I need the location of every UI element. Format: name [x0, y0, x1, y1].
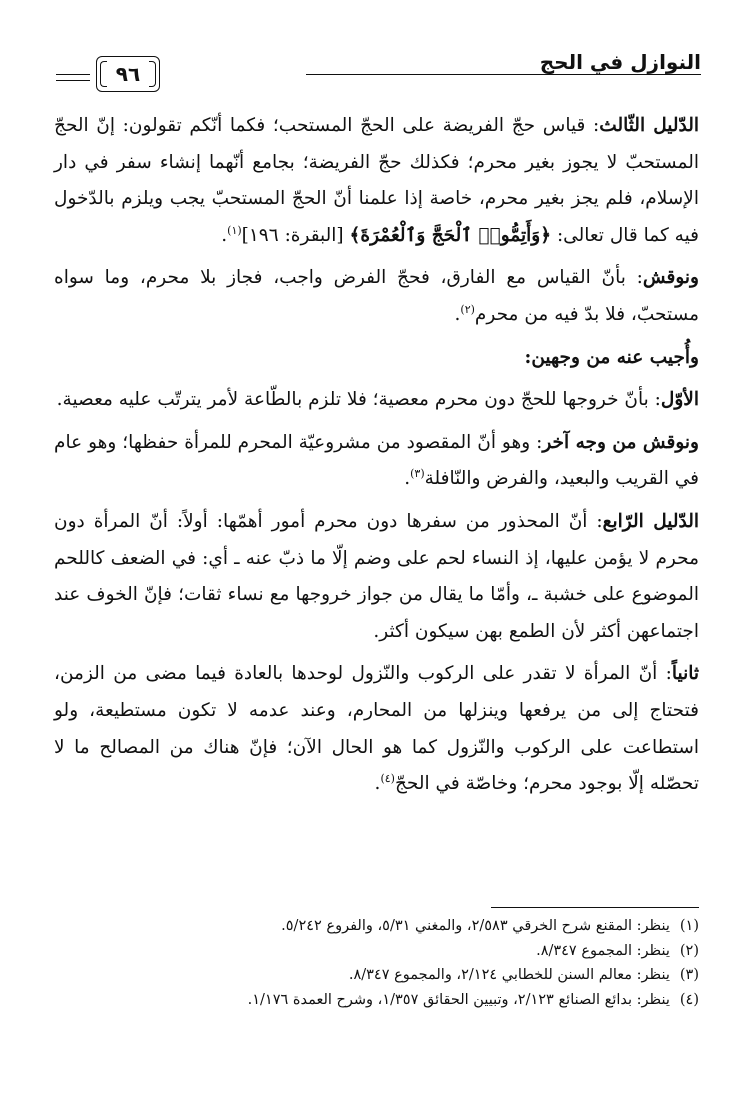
page-header	[56, 44, 701, 88]
footnote-number: (٣)	[679, 967, 699, 983]
paragraph-objection-other	[54, 425, 699, 498]
paragraph-label: ونوقش من وجه آخر	[542, 431, 699, 453]
paragraph-first-reply	[54, 382, 699, 419]
paragraph-text: : بأنّ القياس مع الفارق، فحجّ الفرض واجب، فجاز بلا محرم، وما سواه مستحبّ، فلا بدّ فيه من محرم	[54, 267, 699, 325]
paragraph-end: .	[374, 773, 381, 795]
quran-citation: [البقرة: ١٩٦]	[241, 224, 350, 246]
paragraph-second-point	[54, 656, 699, 802]
footnote-text: ينظر: معالم السنن للخطابي ٢/١٢٤، والمجموع ٨/٣٤٧.	[348, 967, 670, 983]
header-rule-left-lower	[56, 80, 90, 81]
footnote-number: (١)	[679, 918, 699, 934]
paragraph-third-evidence	[54, 108, 699, 254]
footnote-text: ينظر: المقنع شرح الخرقي ٢/٥٨٣، والمغني ٥/٣١، والفروع ٥/٢٤٢.	[281, 918, 670, 934]
footnote-ref[interactable]: (٤)	[380, 771, 395, 785]
footnote-ref[interactable]: (٣)	[410, 467, 425, 481]
paragraph-end: .	[454, 303, 461, 325]
footnote-2	[54, 939, 699, 964]
page-number: ٩٦	[115, 62, 141, 86]
footnote-text: ينظر: بدائع الصنائع ٢/١٢٣، وتبيين الحقائق ١/٣٥٧، وشرح العمدة ١/١٧٦.	[247, 991, 670, 1008]
paragraph-end: .	[221, 224, 228, 246]
header-rule-left	[56, 74, 90, 75]
paragraph-text: : بأنّ خروجها للحجّ دون محرم معصية؛ فلا تلزم بالطّاعة لأمر يترتّب عليه معصية.	[56, 389, 661, 411]
footnote-1	[54, 914, 699, 939]
paragraph-label: الأوّل	[660, 389, 699, 411]
paragraph-label: ونوقش	[642, 267, 699, 289]
paragraph-fourth-evidence	[54, 504, 699, 650]
footnote-number: (٤)	[679, 991, 699, 1008]
footnote-ref[interactable]: (١)	[227, 223, 242, 237]
footnote-text: ينظر: المجموع ٨/٣٤٧.	[536, 942, 670, 959]
footnote-3	[54, 963, 699, 988]
paragraph-label: الدّليل الثّالث	[599, 115, 700, 136]
page-number-badge	[96, 56, 160, 92]
paragraph-text: : أنّ المحذور من سفرها دون محرم أمور أهمّها: أولاً: أنّ المرأة دون محرم لا يؤمن عليها، إذ النساء لحم على وضم إلّا ما ذبّ عنه ـ أي: في الضعف كاللحم الموضوع على خشبة ـ، وأمّا ما يقال من جواز خروجها مع نساء ثقات؛ فإنّ الخوف عند اجتماعهن أكثر لأن الطمع بهن سيكون أكثر.	[54, 510, 699, 642]
footnote-ref[interactable]: (٢)	[460, 302, 475, 316]
footnote-number: (٢)	[679, 942, 699, 959]
footnote-separator	[491, 907, 699, 908]
header-rule-right	[306, 74, 701, 75]
paragraph-text: : قياس حجّ الفريضة على الحجّ المستحب؛ فكما أنّكم تقولون: إنّ الحجّ المستحبّ لا يجوز بغير محرم؛ فكذلك حجّ الفريضة؛ بجامع أنّهما إنشاء سفر في دار الإسلام، فلم يجز بغير محرم، خاصة إذا علمنا أنّ الحجّ المستحبّ يجب ويلزم بالدّخول فيه كما قال تعالى:	[54, 115, 699, 246]
paragraph-label: ثانياً	[671, 663, 699, 685]
paragraph-text: : أنّ المرأة لا تقدر على الركوب والنّزول لوحدها بالعادة فيما مضى من الزمن، فتحتاج إلى من يرفعها وينزلها من المحارم، وعند عدمه لا تكون مستطيعة، ولو استطاعت على الركوب والنّزول كما هو الحال الآن؛ فإنّ هناك من المصالح ما لا تحصّله إلّا بوجود محرم؛ وخاصّة في الحجّ	[54, 663, 699, 795]
paragraph-objection	[54, 260, 699, 333]
main-text	[54, 108, 699, 809]
paragraph-reply-heading	[54, 340, 699, 377]
footnote-4	[54, 988, 699, 1013]
paragraph-label: وأُجيب عنه من وجهين:	[524, 346, 699, 368]
paragraph-text: : وهو أنّ المقصود من مشروعيّة المحرم للمرأة حفظها؛ وهو عام في القريب والبعيد، والفرض والنّافلة	[54, 431, 699, 490]
quran-verse: ﴿وَأَتِمُّوا۟ ٱلْحَجَّ وَٱلْعُمْرَةَ﴾	[349, 224, 552, 246]
running-title: النوازل في الحج	[539, 50, 701, 74]
footnotes	[54, 914, 699, 1012]
paragraph-label: الدّليل الرّابع	[602, 510, 700, 532]
paragraph-end: .	[404, 468, 411, 490]
